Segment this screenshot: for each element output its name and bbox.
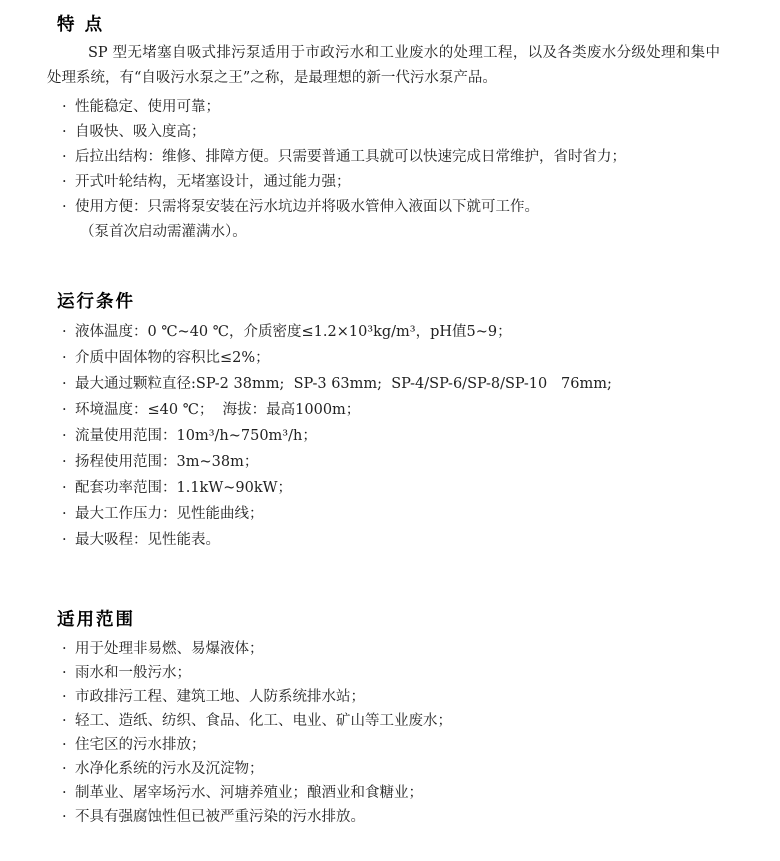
bullet-text: 环境温度：≤40 ℃； 海拔：最高1000m； xyxy=(75,402,361,418)
list-item xyxy=(47,781,720,805)
bullet-marker: · xyxy=(62,737,67,753)
features-note: （泵首次启动需灌满水）。 xyxy=(80,224,247,240)
list-item xyxy=(47,449,720,475)
list-item xyxy=(47,475,720,501)
operating-conditions-title: 运行条件 xyxy=(57,292,135,312)
list-item xyxy=(47,501,720,527)
list-item xyxy=(47,733,720,757)
bullet-marker: · xyxy=(62,480,67,496)
bullet-marker: · xyxy=(62,149,67,165)
bullet-text: 制革业、屠宰场污水、河塘养殖业；酿酒业和食糖业； xyxy=(75,785,423,801)
section-application-range xyxy=(47,609,720,829)
bullet-marker: · xyxy=(62,809,67,825)
list-item xyxy=(47,195,720,220)
list-item xyxy=(47,709,720,733)
bullet-text: 配套功率范围：1.1kW~90kW； xyxy=(75,480,293,496)
bullet-text: 最大通过颗粒直径:SP-2 38mm; SP-3 63mm; SP-4/SP-6/SP-8/SP-10 76mm; xyxy=(75,376,612,392)
bullet-text: 自吸快、吸入度高； xyxy=(75,124,206,140)
list-item xyxy=(47,345,720,371)
list-item xyxy=(47,423,720,449)
bullet-text: 后拉出结构：维修、排障方便。只需要普通工具就可以快速完成日常维护，省时省力； xyxy=(75,149,626,165)
bullet-text: 使用方便：只需将泵安装在污水坑边并将吸水管伸入液面以下就可工作。 xyxy=(75,199,539,215)
list-item xyxy=(47,805,720,829)
bullet-marker: · xyxy=(62,350,67,366)
bullet-marker: · xyxy=(62,99,67,115)
list-item xyxy=(47,371,720,397)
bullet-marker: · xyxy=(62,376,67,392)
bullet-marker: · xyxy=(62,689,67,705)
list-item xyxy=(47,397,720,423)
application-range-title: 适用范围 xyxy=(57,610,135,630)
list-item xyxy=(47,661,720,685)
bullet-marker: · xyxy=(62,199,67,215)
bullet-text: 轻工、造纸、纺织、食品、化工、电业、矿山等工业废水； xyxy=(75,713,452,729)
list-item xyxy=(47,319,720,345)
bullet-text: 性能稳定、使用可靠； xyxy=(75,99,220,115)
bullet-marker: · xyxy=(62,532,67,548)
bullet-marker: · xyxy=(62,124,67,140)
features-intro-paragraph: SP 型无堵塞自吸式排污泵适用于市政污水和工业废水的处理工程，以及各类废水分级处理和集中处理系统，有“自吸污水泵之王”之称，是最理想的新一代污水泵产品。 xyxy=(47,45,720,86)
bullet-text: 介质中固体物的容积比≤2%； xyxy=(75,350,270,366)
bullet-text: 最大工作压力：见性能曲线； xyxy=(75,506,264,522)
list-item xyxy=(47,527,720,553)
bullet-text: 住宅区的污水排放； xyxy=(75,737,206,753)
bullet-text: 用于处理非易燃、易爆液体； xyxy=(75,641,264,657)
bullet-text: 雨水和一般污水； xyxy=(75,665,191,681)
bullet-text: 开式叶轮结构，无堵塞设计，通过能力强； xyxy=(75,174,351,190)
bullet-text: 流量使用范围：10m³/h~750m³/h； xyxy=(75,428,317,444)
list-item xyxy=(47,95,720,120)
features-title: 特 点 xyxy=(57,15,105,35)
list-item xyxy=(47,145,720,170)
bullet-text: 最大吸程：见性能表。 xyxy=(75,532,220,548)
bullet-marker: · xyxy=(62,506,67,522)
bullet-text: 不具有强腐蚀性但已被严重污染的污水排放。 xyxy=(75,809,365,825)
bullet-marker: · xyxy=(62,641,67,657)
bullet-marker: · xyxy=(62,665,67,681)
list-item xyxy=(47,170,720,195)
operating-conditions-bullet-list xyxy=(47,319,720,553)
list-item xyxy=(47,757,720,781)
bullet-marker: · xyxy=(62,402,67,418)
bullet-marker: · xyxy=(62,324,67,340)
bullet-marker: · xyxy=(62,785,67,801)
bullet-text: 市政排污工程、建筑工地、人防系统排水站； xyxy=(75,689,365,705)
bullet-marker: · xyxy=(62,174,67,190)
bullet-marker: · xyxy=(62,428,67,444)
section-operating-conditions xyxy=(47,291,720,553)
bullet-text: 水净化系统的污水及沉淀物； xyxy=(75,761,264,777)
application-range-bullet-list xyxy=(47,637,720,829)
list-item xyxy=(47,685,720,709)
list-item xyxy=(47,120,720,145)
bullet-text: 扬程使用范围：3m~38m； xyxy=(75,454,259,470)
bullet-marker: · xyxy=(62,761,67,777)
bullet-text: 液体温度：0 ℃~40 ℃，介质密度≤1.2×10³kg/m³，pH值5~9； xyxy=(75,324,512,340)
section-features xyxy=(47,14,720,245)
bullet-marker: · xyxy=(62,454,67,470)
features-bullet-list xyxy=(47,95,720,220)
list-item xyxy=(47,637,720,661)
bullet-marker: · xyxy=(62,713,67,729)
